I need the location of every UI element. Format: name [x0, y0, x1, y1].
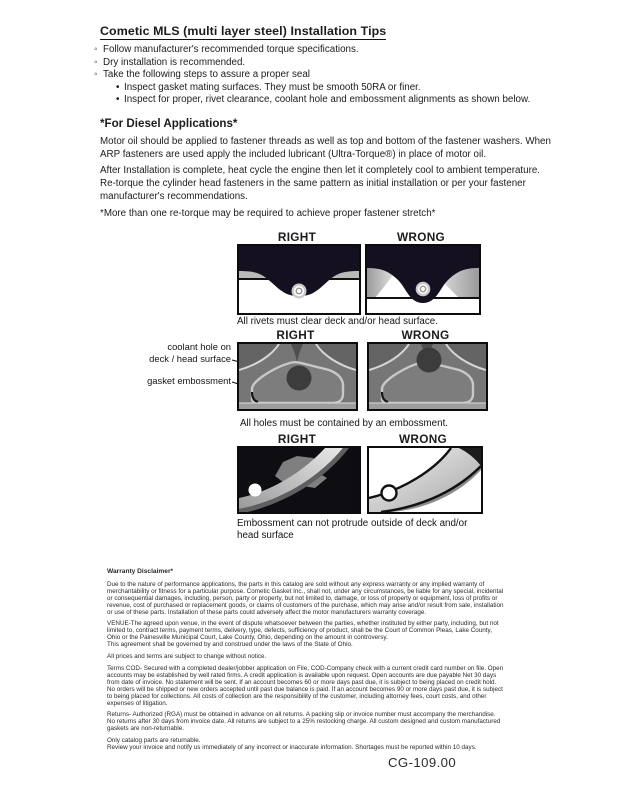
tip-text: Inspect gasket mating surfaces. They must be smooth 50RA or finer.	[124, 81, 421, 93]
diagram3-right-label: RIGHT	[277, 432, 317, 446]
tip-text: Inspect for proper, rivet clearance, coolant hole and embossment alignments as shown below.	[124, 94, 531, 106]
warranty-paragraph: Due to the nature of performance applications, the parts in this catalog are sold without any express warranty or any implied warranty of merchantability or fitness for a particular purpose. Cometic Gasket Inc., shall not, under any circumstances, be liable for any special, incidental or consequential damages, including, person, party or property, but not limited to, damage, or loss of property or equipment, loss of profits or revenue, cost of purchased or replacement goods, or claims of customers of the purchase, which may arise and/or result from sale, installation or use of these parts. Installation of these parts could adversely affect the motor manufacturers warranty coverage.	[107, 580, 504, 616]
diesel-paragraph: Motor oil should be applied to fastener threads as well as top and bottom of the fastener washers. When ARP fasteners are used apply the included lubricant (Ultra-Torque®) in place of motor oil.	[100, 136, 551, 161]
warranty-disclaimer	[107, 569, 505, 757]
coolant-hole-annotation	[105, 341, 231, 364]
rivet-wrong-illustration	[367, 246, 479, 313]
diesel-paragraph: After Installation is complete, heat cycle the engine then let it completely cool to ambient temperature. Re-torque the cylinder head fasteners in the same pattern as initial installation or per your fastener manufacturer's recommendations.	[100, 165, 541, 203]
warranty-paragraph: This agreement shall be governed by and construed under the laws of the State of Ohio.	[107, 641, 353, 649]
diagram3-wrong-label: WRONG	[398, 432, 448, 446]
embossment-right-illustration	[239, 344, 356, 409]
tip-text: Follow manufacturer's recommended torque specifications.	[103, 44, 359, 55]
warranty-heading: Warranty Disclaimer*	[107, 568, 174, 575]
diagram1-wrong-label: WRONG	[396, 230, 446, 244]
diagram2-right-label: RIGHT	[276, 328, 315, 342]
annotation-line: deck / head surface	[149, 352, 231, 364]
coolant-hole-icon	[417, 348, 442, 373]
open-bullet-icon: ◦	[94, 69, 98, 81]
open-bullet-icon: ◦	[94, 56, 98, 68]
warranty-paragraph: Review your invoice and notify us immediately of any incorrect or inaccurate information. Shortages must be reported within 10 days.	[107, 744, 477, 752]
diesel-section-heading: *For Diesel Applications*	[100, 117, 238, 130]
annotation-line: coolant hole on	[167, 341, 231, 352]
gasket-embossment-annotation: gasket embossment	[147, 375, 231, 386]
diagram2-wrong-panel	[367, 342, 488, 411]
diagram3-wrong-panel	[367, 446, 483, 514]
warranty-paragraph: Terms COD- Secured with a completed dealer/jobber application on File, COD-Company check with a current credit card number on file. Open accounts may be established by well rated firms. A credit application is available upon request. Open accounts are due payable Net 30 days from date of invoice. No statement will be sent. If an account becomes 60 or more days past due, it is subject to being placed on credit hold. No orders will be shipped or new orders accepted until past due balance is paid. If an account becomes 90 or more days past due, it is subject to being placed for collections. All costs of collection are the responsibility of the customer, including attorney fees, court costs, and other expenses of litigation.	[107, 664, 504, 707]
list-item	[94, 82, 530, 95]
tip-text: Dry installation is recommended.	[103, 56, 246, 68]
list-item	[94, 57, 530, 70]
tip-text: Take the following steps to assure a proper seal	[103, 69, 310, 81]
filled-bullet-icon: •	[116, 94, 120, 106]
diagram1-wrong-panel	[365, 244, 481, 315]
list-item	[94, 44, 530, 57]
diagram2-right-panel	[237, 342, 358, 411]
embossment-wrong-illustration	[369, 344, 486, 409]
list-item	[94, 94, 530, 107]
protrusion-wrong-illustration	[369, 448, 481, 512]
open-bullet-icon: ◦	[94, 44, 98, 55]
filled-bullet-icon: •	[116, 81, 120, 93]
diagram2-caption: All holes must be contained by an embossment.	[240, 418, 449, 429]
rivet-right-illustration	[239, 246, 359, 313]
diagram1-right-panel	[237, 244, 361, 315]
list-item	[94, 69, 530, 82]
warranty-paragraph: VENUE-The agreed upon venue, in the event of dispute whatsoever between the parties, whether instituted by either party, including, but not limited to, contract terms, payment terms, delivery, type, defects, sufficiency of product, shall be the Court of Common Pleas, Lake County, Ohio or the Painesville Municipal Court, Lake County, Ohio, depending on the amount in controversy.	[107, 620, 499, 642]
diagram2-wrong-label: WRONG	[401, 328, 450, 342]
protrusion-right-illustration	[239, 448, 359, 512]
diagram3-caption: Embossment can not protrude outside of deck and/or head surface	[237, 518, 468, 541]
installation-tips-list	[94, 44, 530, 107]
warranty-paragraph: Returns- Authorized (RGA) must be obtained in advance on all returns. A packing slip or invoice number must accompany the merchandise. No returns after 30 days from invoice date. All returns are subject to a 25% restocking charge. All custom designed and custom manufactured gaskets are non-returnable.	[107, 711, 501, 733]
page-title: Cometic MLS (multi layer steel) Installation Tips	[100, 24, 387, 38]
page-code: CG-109.00	[388, 755, 457, 770]
bolt-hole-icon	[249, 484, 262, 497]
diagram1-right-label: RIGHT	[277, 230, 317, 244]
coolant-hole-icon	[287, 366, 312, 391]
diesel-paragraph: *More than one re-torque may be required to achieve proper fastener stretch*	[100, 208, 436, 219]
diagram1-caption: All rivets must clear deck and/or head surface.	[237, 316, 438, 327]
warranty-paragraph: All prices and terms are subject to change without notice.	[107, 653, 267, 661]
bolt-hole-icon	[382, 486, 397, 501]
diagram3-right-panel	[237, 446, 361, 514]
warranty-paragraph: Only catalog parts are returnable.	[107, 737, 201, 745]
